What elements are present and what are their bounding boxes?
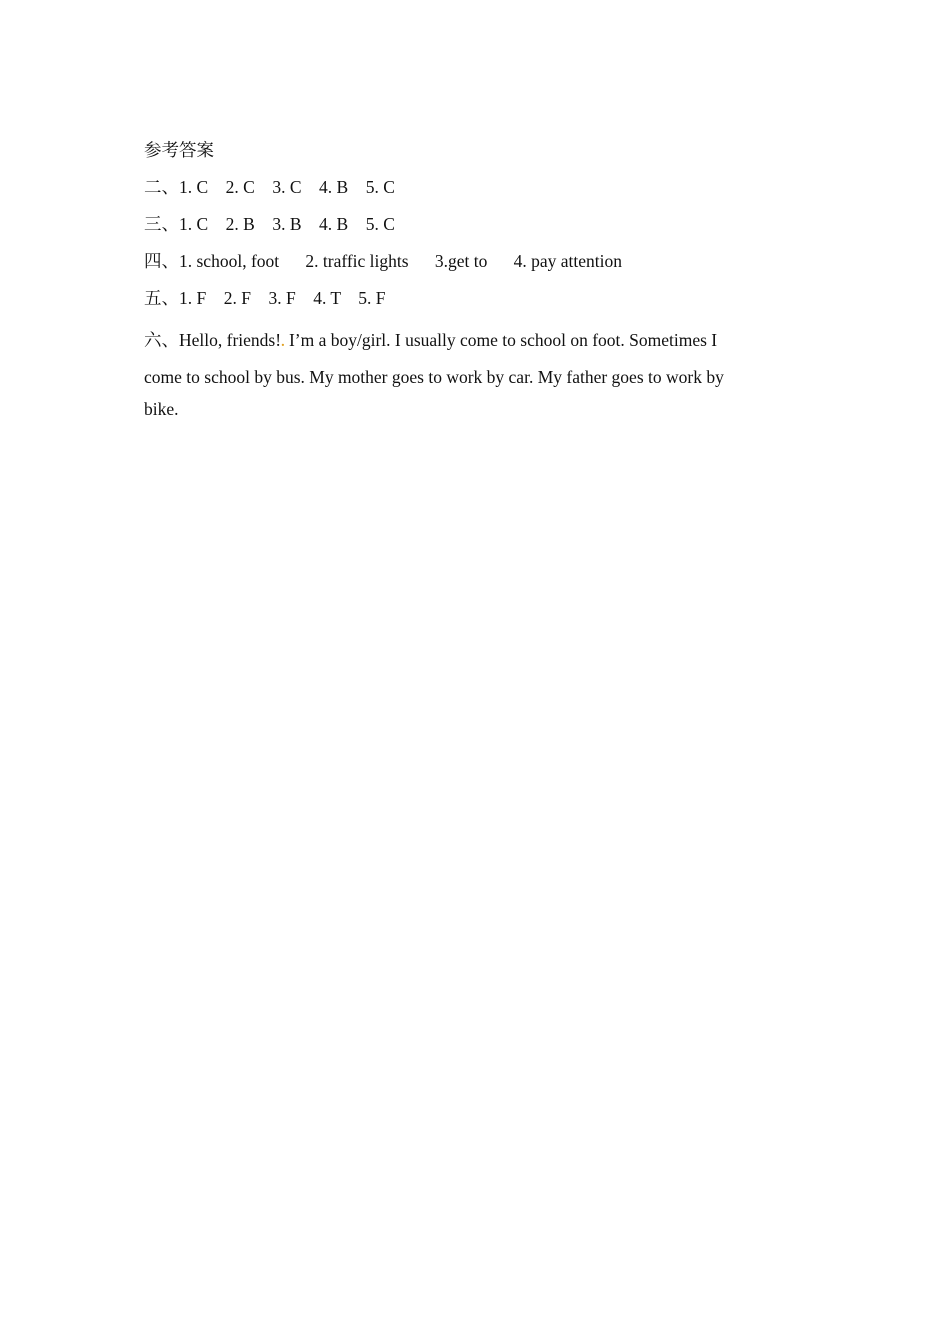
answer-content [144, 138, 794, 426]
answer-line-3: 三、1. C 2. B 3. B 4. B 5. C [144, 214, 395, 234]
essay-line-2: come to school by bus. My mother goes to work by car. My father goes to work by [144, 367, 724, 387]
essay-line-3: bike. [144, 399, 179, 419]
answer-line-2: 二、1. C 2. C 3. C 4. B 5. C [144, 177, 395, 197]
essay-paragraph [144, 323, 794, 426]
essay-line-1-end: I’m a boy/girl. I usually come to school on foot. Sometimes I [284, 330, 718, 350]
answer-line-4: 四、1. school, foot 2. traffic lights 3.get to 4. pay attention [144, 251, 622, 271]
edit-mark-icon: . [281, 335, 285, 350]
essay-line-1-start: 六、Hello, friends! [144, 330, 282, 350]
essay-line-1 [144, 323, 794, 360]
answer-line-5: 五、1. F 2. F 3. F 4. T 5. F [144, 288, 386, 308]
answer-title: 参考答案 [144, 140, 214, 160]
